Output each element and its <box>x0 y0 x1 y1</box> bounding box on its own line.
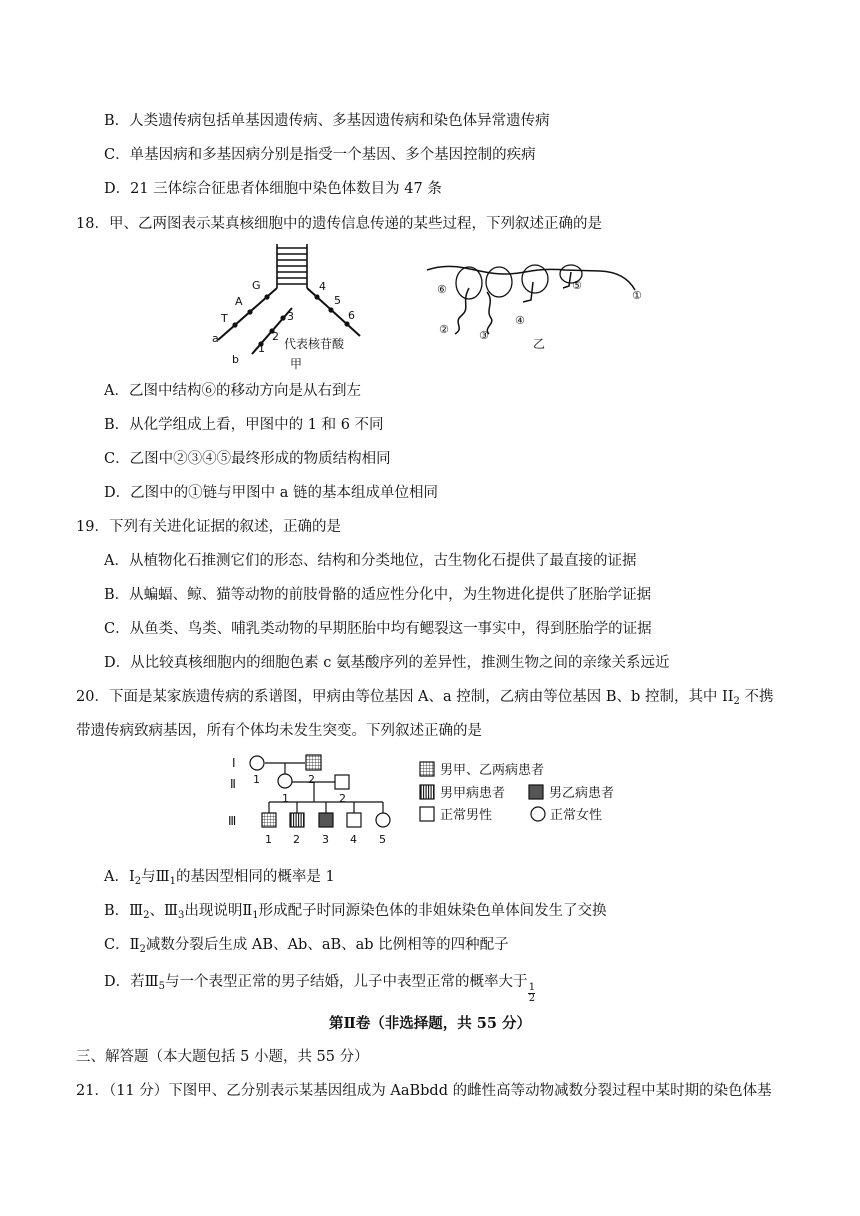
label-4: ④ <box>515 314 525 327</box>
legend-both: 男甲、乙两病患者 <box>440 763 545 778</box>
svg-text:1: 1 <box>265 833 272 846</box>
fraction-one-half: $\frac{1}{2}$ <box>528 982 536 1004</box>
I-2-male-both <box>306 755 321 770</box>
peptide-chains <box>455 272 571 334</box>
section-title: 第Ⅱ卷（非选择题，共 55 分） <box>329 1015 531 1032</box>
gen-I-label: I <box>232 756 236 770</box>
III-1-male-both <box>262 813 276 827</box>
q17-option-b: B．人类遗传病包括单基因遗传病、多基因遗传病和染色体异常遗传病 <box>104 113 550 129</box>
q20-option-d: D．若$Ⅲ_5$与一个表型正常的男子结婚，儿子中表型正常的概率大于 $\frac{1}{2}$ <box>104 974 536 1004</box>
num-4: 4 <box>319 280 326 293</box>
gen-III-label: Ⅲ <box>228 814 237 828</box>
III-3-male-disease-b <box>319 813 333 827</box>
label-2: ② <box>439 323 449 336</box>
gen-II-label: Ⅱ <box>230 777 236 791</box>
label-6: ⑥ <box>437 283 447 296</box>
letter-g: G <box>252 279 261 292</box>
letter-a: A <box>235 295 243 308</box>
svg-text:1: 1 <box>253 773 260 786</box>
q17-option-c: C．单基因病和多基因病分别是指受一个基因、多个基因控制的疾病 <box>104 147 536 163</box>
II-2-male-normal <box>335 775 349 789</box>
q19-option-c: C．从鱼类、鸟类、哺乳类动物的早期胚胎中均有鳃裂这一事实中，得到胚胎学的证据 <box>104 621 652 637</box>
III-2-male-disease-a <box>290 813 304 827</box>
num-3: 3 <box>287 310 294 323</box>
q20-option-a: A．$I_2$与$Ⅲ_1$的基因型相同的概率是 1 <box>104 869 335 887</box>
q18-option-d: D．乙图中的①链与甲图中 a 链的基本组成单位相同 <box>104 485 438 501</box>
q18-option-a: A．乙图中结构⑥的移动方向是从右到左 <box>104 383 361 399</box>
q19-option-d: D．从比较真核细胞内的细胞色素 c 氨基酸序列的差异性，推测生物之间的亲缘关系远近 <box>104 655 670 671</box>
q20-option-b: B．$Ⅲ_2$、$Ⅲ_3$出现说明$Ⅱ_1$形成配子时同源染色体的非姐妹染色单体间发生了交换 <box>104 903 607 921</box>
num-6: 6 <box>348 309 355 322</box>
svg-text:2: 2 <box>293 833 300 846</box>
label-5: ⑤ <box>572 279 582 292</box>
q20-option-c: C．$Ⅱ_2$减数分裂后生成 AB、Ab、aB、ab 比例相等的四种配子 <box>104 937 509 955</box>
I-1-female <box>250 756 264 770</box>
svg-text:4: 4 <box>350 833 357 846</box>
q18-option-b: B．从化学组成上看，甲图中的 1 和 6 不同 <box>104 417 384 433</box>
num-5: 5 <box>334 294 341 307</box>
q20-stem-line2: 带遗传病致病基因，所有个体均未发生突变。下列叙述正确的是 <box>76 723 482 739</box>
label-1: ① <box>632 289 642 302</box>
svg-text:5: 5 <box>379 833 386 846</box>
svg-text:2: 2 <box>339 792 346 805</box>
q21-stem: 21．（11 分）下图甲、乙分别表示某基因组成为 AaBbdd 的雌性高等动物减数分裂过程中某时期的染色体基 <box>76 1083 772 1099</box>
letter-t: T <box>221 312 228 325</box>
legend-disease-b: 男乙病患者 <box>549 786 615 801</box>
q18-stem: 18．甲、乙两图表示某真核细胞中的遗传信息传递的某些过程，下列叙述正确的是 <box>76 216 602 232</box>
figure-jia-caption: 甲 <box>290 357 303 371</box>
q19-stem: 19．下列有关进化证据的叙述，正确的是 <box>76 519 341 535</box>
svg-text:3: 3 <box>322 833 329 846</box>
q20-pedigree-chart <box>228 750 648 854</box>
legend-disease-a: 男甲病患者 <box>440 786 506 801</box>
label-3: ③ <box>479 329 489 342</box>
III-4-male-normal <box>347 813 361 827</box>
svg-text:2: 2 <box>308 773 315 786</box>
q20-stem-line1: 20．下面是某家族遗传病的系谱图，甲病由等位基因 A、a 控制，乙病由等位基因 B、b 控制，其中 $II_2$ 不携 <box>76 689 774 707</box>
nucleotide-note: 代表核苷酸 <box>284 337 345 351</box>
legend-normal-female: 正常女性 <box>550 808 603 823</box>
legend-normal-male: 正常男性 <box>440 808 493 823</box>
num-1: 1 <box>258 342 265 355</box>
num-2: 2 <box>272 330 279 343</box>
dna-double-helix-ladder <box>277 244 307 288</box>
q19-option-a: A．从植物化石推测它们的形态、结构和分类地位，古生物化石提供了最直接的证据 <box>104 553 637 569</box>
III-5-female-normal <box>376 813 390 827</box>
II-1-female <box>278 774 292 788</box>
svg-text:1: 1 <box>282 792 289 805</box>
q18-figure-yi <box>425 258 655 353</box>
figure-yi-caption: 乙 <box>533 337 546 351</box>
mrna-strand <box>427 266 635 290</box>
q18-option-c: C．乙图中②③④⑤最终形成的物质结构相同 <box>104 451 391 467</box>
q19-option-b: B．从蝙蝠、鲸、猫等动物的前肢骨骼的适应性分化中，为生物进化提供了胚胎学证据 <box>104 587 652 603</box>
q17-option-d: D．21 三体综合征患者体细胞中染色体数目为 47 条 <box>104 181 442 197</box>
q18-figure-jia <box>210 242 370 372</box>
strand-b-label: b <box>232 353 239 366</box>
strand-a-label: a <box>212 332 219 345</box>
section-heading: 三、解答题（本大题包括 5 小题，共 55 分） <box>76 1049 369 1065</box>
